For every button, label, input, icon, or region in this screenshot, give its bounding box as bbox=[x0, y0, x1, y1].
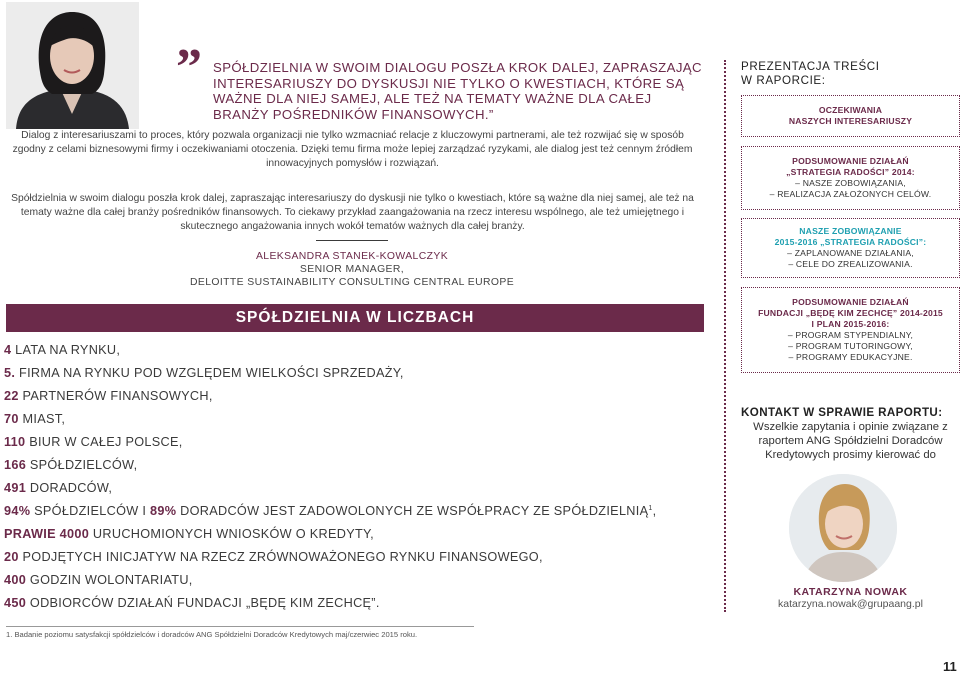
contact-photo bbox=[789, 474, 897, 582]
stat-item: 166 SPÓŁDZIELCÓW, bbox=[4, 458, 138, 472]
stat-item: 22 PARTNERÓW FINANSOWYCH, bbox=[4, 389, 213, 403]
author-role: SENIOR MANAGER, bbox=[299, 264, 405, 275]
stat-item: 491 DORADCÓW, bbox=[4, 481, 113, 495]
stat-item: 4 LATA NA RYNKU, bbox=[4, 343, 121, 357]
stat-item: 94% SPÓŁDZIELCÓW I 89% DORADCÓW JEST ZADOWOLONYCH ZE WSPÓŁPRACY ZE SPÓŁDZIELNIĄ$^1$, bbox=[4, 504, 657, 518]
contact-text: Wszelkie zapytania i opinie związane z raportem ANG Spółdzielni Doradców Kredytowych prosimy kierować do bbox=[753, 421, 948, 461]
quote-mark-icon: ” bbox=[176, 39, 202, 96]
sidebar-title: PREZENTACJA TREŚCI W RAPORCIE: bbox=[741, 60, 880, 87]
toc-box-commitment-2015[interactable]: NASZE ZOBOWIĄZANIE 2015-2016 „STRATEGIA RADOŚCI”: – ZAPLANOWANE DZIAŁANIA, – CELE DO ZREALIZOWANIA. bbox=[741, 218, 960, 278]
stat-item: PRAWIE 4000 URUCHOMIONYCH WNIOSKÓW O KREDYTY, bbox=[4, 527, 374, 541]
toc-box-foundation[interactable]: PODSUMOWANIE DZIAŁAŃ FUNDACJI „BĘDĘ KIM ZECHCĘ” 2014-2015 I PLAN 2015-2016: – PROGRAM STYPENDIALNY, – PROGRAM TUTORINGOWY, – PROGRAMY EDUKACYJNE. bbox=[741, 287, 960, 373]
author-name: ALEKSANDRA STANEK-KOWALCZYK bbox=[255, 251, 449, 262]
stat-item: 20 PODJĘTYCH INICJATYW NA RZECZ ZRÓWNOWAŻONEGO RYNKU FINANSOWEGO, bbox=[4, 550, 543, 564]
contact-name: KATARZYNA NOWAK bbox=[793, 586, 908, 598]
page-number: 11 bbox=[943, 659, 957, 674]
body-paragraph-1: Dialog z interesariuszami to proces, który pozwala organizacji nie tylko wzmacniać relacje z kluczowymi partnerami, ale też rozwijać się w sposób zgodny z celami biznesowymi firmy i oczekiwaniami otoczenia. Dzięki temu firma może lepiej zarządzać ryzykami, ale dialog jest też cennym źródłem innowacyjnych pomysłów i rozwiązań. bbox=[12, 130, 693, 169]
footnote: 1. Badanie poziomu satysfakcji spółdzielców i doradców ANG Spółdzielni Doradców Kredytowych maj/czerwiec 2015 roku. bbox=[6, 630, 418, 639]
stat-item: 450 ODBIORCÓW DZIAŁAŃ FUNDACJI „BĘDĘ KIM ZECHCĘ”. bbox=[4, 596, 380, 610]
footnote-divider bbox=[6, 626, 474, 627]
toc-box-expectations[interactable]: OCZEKIWANIA NASZYCH INTERESARIUSZY bbox=[741, 95, 960, 137]
body-paragraph-2: Spółdzielnia w swoim dialogu poszła krok dalej, zapraszając interesariuszy do dyskusji nie tylko o kwestiach, które są ważne dla niej samej, ale też na tematy ważne dla całej branży pośredników finansowych. To ciekawy przykład zaangażowania na rzecz interesu wspólnego, ale też umiejętnego i skutecznego angażowania innych wokół tematów ważnych dla całej branży. bbox=[11, 193, 694, 232]
sidebar-divider bbox=[724, 60, 726, 612]
author-divider bbox=[316, 240, 388, 241]
contact-title: KONTAKT W SPRAWIE RAPORTU: bbox=[741, 406, 943, 419]
toc-box-summary-2014[interactable]: PODSUMOWANIE DZIAŁAŃ „STRATEGIA RADOŚCI” 2014: – NASZE ZOBOWIĄZANIA, – REALIZACJA ZAŁOŻONYCH CELÓW. bbox=[741, 146, 960, 210]
stat-item: 70 MIAST, bbox=[4, 412, 66, 426]
author-photo bbox=[6, 2, 139, 129]
stat-item: 5. FIRMA NA RYNKU POD WZGLĘDEM WIELKOŚCI SPRZEDAŻY, bbox=[4, 366, 404, 380]
stat-item: 110 BIUR W CAŁEJ POLSCE, bbox=[4, 435, 183, 449]
footnote-ref: 1 bbox=[648, 504, 653, 512]
stat-item: 400 GODZIN WOLONTARIATU, bbox=[4, 573, 193, 587]
author-company: DELOITTE SUSTAINABILITY CONSULTING CENTRAL EUROPE bbox=[189, 277, 515, 288]
section-banner: SPÓŁDZIELNIA W LICZBACH bbox=[6, 304, 704, 332]
contact-email-link[interactable]: katarzyna.nowak@grupaang.pl bbox=[778, 598, 923, 610]
pull-quote: SPÓŁDZIELNIA W SWOIM DIALOGU POSZŁA KROK DALEJ, ZAPRASZAJĄC INTERESARIUSZY DO DYSKUSJI NIE TYLKO O KWESTIACH, KTÓRE SĄ WAŻNE DLA NIEJ SAMEJ, ALE TEŻ NA TEMATY WAŻNE DLA CAŁEJ BRANŻY POŚREDNIKÓW FINANSOWYCH.” bbox=[213, 60, 702, 122]
